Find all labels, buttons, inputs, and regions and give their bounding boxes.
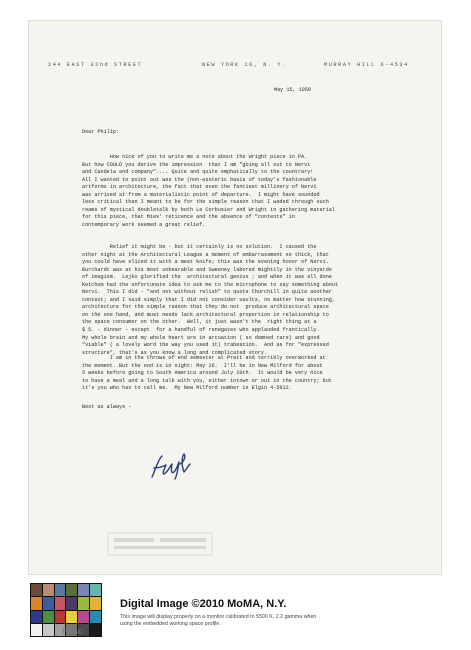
color-chart-watermark: Reso [62,626,84,636]
color-patch [31,597,42,609]
color-patch [90,624,101,636]
color-patch [43,624,54,636]
color-patch [66,611,77,623]
color-patch [66,584,77,596]
color-patch [78,611,89,623]
color-patch [90,597,101,609]
letterhead-address: 244 EAST 32nd STREET [48,62,143,68]
color-patch [90,611,101,623]
letter-paragraph-3: I am in the throws of end semester at Pratt and terribly overworked at the moment. But the end is in sight: May 26. I'll be in New Milford for about 5 weeks before going to South America around July 10th. It would be very nice to have a meal and a long talk with you, either intown or out in the country; but it's you who has to call me. My New Milford number is Elgin 4-5912. [82,355,332,392]
letterhead-phone: MURRAY HILL 6-4534 [324,62,409,68]
letter-paragraph-2: Relief it might be - but it certainly is no solution. I caused the other night at the Architectural League a moment of embarrassment so thick, that you could have sliced it with a meat knife; this was the evening honor of Nervi. Burchardt was at his most unbearable and Sweeney labored mightily in the vinyards of imagism. Lejko glorified the architectural genius ; and when it was all done Ketchum had the unfortunate idea to ask me to the microphone to say something about Nervi. This I did - "and not without relish" to quote Churchill in quite another context; and I said simply that I did not consider vaults, no matter how stunning, architecture for the simple reason that they do not produce architectural space on the one hand, and must needs lack architectural proportion in relationship to the space consumer on the other. Well, it just wasn't the right thing at a $ 5. - dinner - except for a handful of renegates who applauded frantically. My whole brain and my whole heart are in arcuation ( so damned rare) and good "viable" ( a lovely word the way you used it) trabeation. And as for "expressed structure", that's as you know a long and complicated story. [82,244,339,356]
color-patch [31,611,42,623]
letter-date: May 15, 1959 [274,87,312,93]
color-patch [78,584,89,596]
letterhead-city: NEW YORK 16, N. Y. [202,62,287,68]
digital-image-credit: Digital Image ©2010 MoMA, N.Y. [120,598,287,610]
faded-stamp-mark [100,527,220,561]
color-patch [55,611,66,623]
color-patch [31,624,42,636]
color-patch [43,611,54,623]
color-patch [66,597,77,609]
calibration-note: This image will display properly on a monitor calibrated to 5500 K, 2.2 gamma when using the embedded working space profile. [120,614,317,627]
letter-closing: Best as always - [82,404,132,410]
letter-salutation: Dear Philip: [82,129,120,135]
handwritten-signature [144,450,204,480]
color-patch [55,584,66,596]
color-patch [90,584,101,596]
color-patch [43,597,54,609]
color-patch [55,597,66,609]
letter-paragraph-1: How nice of you to write me a note about the Wright piece in PA. But how COULD you derive the impression that I am "going all out to Nervi and Candela and company".... Quite and quite emphatically to the countrary! All I wanted to point out was the (non-esoteric basis of today's fashionable artforms in architecture, the fact that even the fanciest millinery of Nervi was arrived at from a materialistic point of departure. I might have sounded less critical than I meant to be for the simple reason that I waded through such reams of mystical doubletalk by both Le Corbusier and Wright in gathering material for this piece, that Mies' reticence and the absence of "contents" in contemporary work seemed a great relief. [82,154,335,228]
color-patch [43,584,54,596]
color-patch [78,597,89,609]
color-patch [31,584,42,596]
